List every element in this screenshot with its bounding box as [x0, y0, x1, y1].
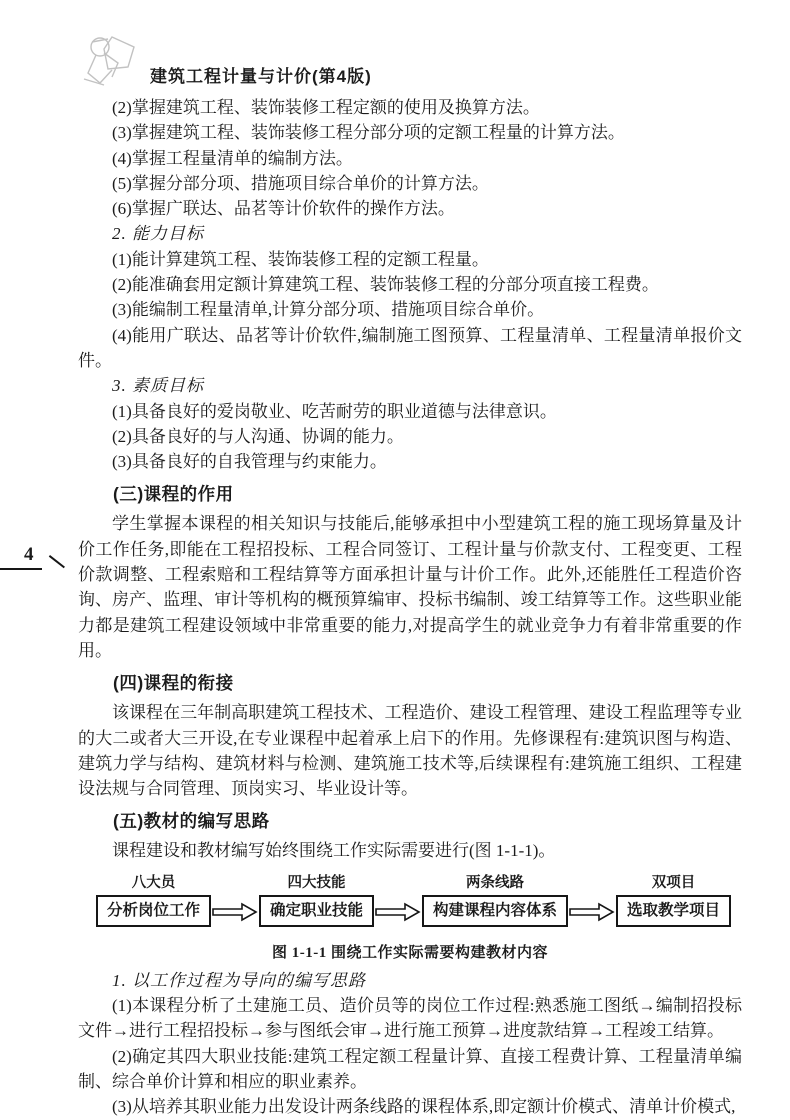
body-paragraph: (3)能编制工程量清单,计算分部分项、措施项目综合单价。	[112, 300, 545, 320]
body-paragraph: (1)具备良好的爱岗敬业、吃苦耐劳的职业道德与法律意识。	[112, 401, 557, 421]
sub-heading: 3. 素质目标	[112, 376, 204, 396]
body-paragraph: (2)确定其四大职业技能:建筑工程定额工程量计算、直接工程费计算、工程量清单编制、综合单价计算和相应的职业素养。	[78, 1046, 742, 1091]
body-paragraph: (3)从培养其职业能力出发设计两条线路的课程体系,即定额计价模式、清单计价模式,	[112, 1097, 736, 1117]
flow-step-1	[96, 874, 211, 927]
publisher-logo-icon	[78, 33, 140, 89]
body-paragraph: (2)具备良好的与人沟通、协调的能力。	[112, 426, 404, 446]
body-paragraph: (3)具备良好的自我管理与约束能力。	[112, 452, 387, 472]
body-paragraph: 学生掌握本课程的相关知识与技能后,能够承担中小型建筑工程的施工现场算量及计价工作任务,即能在工程招投标、工程合同签订、工程计量与价款支付、工程变更、工程价款调整、工程索赔和工程结算等方面承担计量与计价工作。此外,还能胜任工程造价咨询、房产、监理、审计等机构的概预算编审、投标书编制、竣工结算等工作。这些职业能力都是建筑工程建设领域中非常重要的能力,对提高学生的就业竞争力有着非常重要的作用。	[78, 514, 742, 660]
flow-step-box: 确定职业技能	[259, 895, 374, 927]
page-header	[78, 33, 742, 89]
flow-step-label: 两条线路	[466, 874, 525, 891]
section-heading: (四)课程的衔接	[113, 673, 234, 694]
page-number: 4	[24, 544, 34, 565]
body-paragraph: (2)能准确套用定额计算建筑工程、装饰装修工程的分部分项直接工程费。	[112, 275, 659, 295]
body-text-lower	[78, 968, 742, 1120]
flow-step-box: 分析岗位工作	[96, 895, 211, 927]
flow-step-2	[259, 874, 374, 927]
body-paragraph: (6)掌握广联达、品茗等计价软件的操作方法。	[112, 199, 455, 219]
flow-step-3	[422, 874, 568, 927]
flow-step-label: 双项目	[651, 874, 696, 891]
page-number-rule	[0, 568, 42, 570]
page-number-tick	[49, 555, 65, 568]
body-paragraph: (5)掌握分部分项、措施项目综合单价的计算方法。	[112, 173, 489, 193]
page-content	[78, 33, 742, 1120]
body-paragraph: (2)掌握建筑工程、装饰装修工程定额的使用及换算方法。	[112, 98, 540, 117]
body-text-upper	[78, 95, 742, 864]
body-paragraph: 该课程在三年制高职建筑工程技术、工程造价、建设工程管理、建设工程监理等专业的大二或者大三开设,在专业课程中起着承上启下的作用。先修课程有:建筑识图与构造、建筑力学与结构、建筑材料与检测、建筑施工技术等,后续课程有:建筑施工组织、工程建设法规与合同管理、顶岗实习、毕业设计等。	[78, 703, 742, 799]
page-number-marker	[0, 543, 72, 575]
section-heading: (三)课程的作用	[113, 484, 234, 505]
flow-step-label: 八大员	[131, 874, 176, 891]
sub-heading: 2. 能力目标	[112, 224, 204, 244]
figure-caption: 图 1-1-1 围绕工作实际需要构建教材内容	[272, 944, 548, 961]
flow-step-box: 选取教学项目	[616, 895, 731, 927]
flow-arrow-icon	[375, 901, 421, 928]
figure-1-1-1	[78, 874, 742, 962]
body-paragraph: (4)掌握工程量清单的编制方法。	[112, 148, 353, 168]
flow-arrow-icon	[212, 901, 258, 928]
section-heading: (五)教材的编写思路	[113, 811, 270, 832]
flow-arrow-icon	[569, 901, 615, 928]
body-paragraph: (3)掌握建筑工程、装饰装修工程分部分项的定额工程量的计算方法。	[112, 123, 625, 143]
sub-heading: 1. 以工作过程为导向的编写思路	[112, 970, 366, 990]
body-paragraph: 课程建设和教材编写始终围绕工作实际需要进行(图 1-1-1)。	[112, 841, 556, 861]
flow-step-4	[616, 874, 731, 927]
body-paragraph: (1)本课程分析了土建施工员、造价员等的岗位工作过程:熟悉施工图纸→编制招投标文件→进行工程招投标→参与图纸会审→进行施工预算→进度款结算→工程竣工结算。	[78, 996, 742, 1041]
book-title: 建筑工程计量与计价(第4版)	[150, 67, 372, 86]
flow-step-label: 四大技能	[287, 874, 346, 891]
flow-step-box: 构建课程内容体系	[422, 895, 568, 927]
flowchart	[96, 874, 742, 928]
body-paragraph: (4)能用广联达、品茗等计价软件,编制施工图预算、工程量清单、工程量清单报价文件。	[78, 325, 742, 370]
body-paragraph: (1)能计算建筑工程、装饰装修工程的定额工程量。	[112, 249, 489, 269]
